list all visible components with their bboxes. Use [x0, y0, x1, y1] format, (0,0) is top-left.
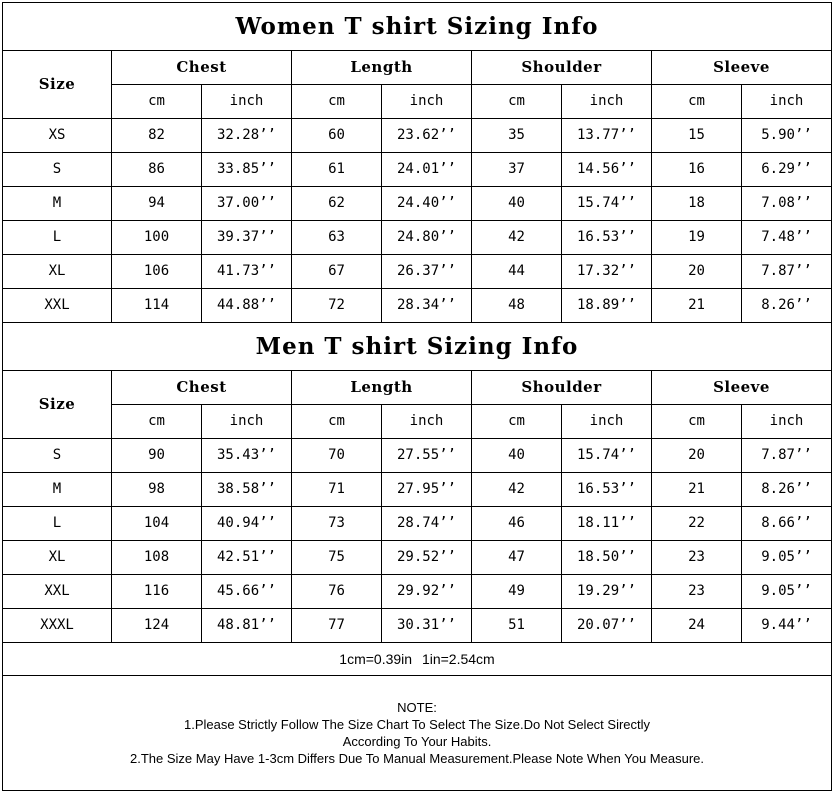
women-size-label: L [3, 221, 112, 255]
note-heading: NOTE: [397, 700, 437, 715]
men-size-label: XXL [3, 575, 112, 609]
men-measurement-cell: 27.95’’ [382, 473, 472, 507]
men-measurement-cell: 48.81’’ [202, 609, 292, 643]
men-measurement-cell: 7.87’’ [742, 439, 832, 473]
men-measurement-cell: 16.53’’ [562, 473, 652, 507]
women-unit-header: inch [202, 85, 292, 119]
men-size-label: XXXL [3, 609, 112, 643]
men-measurement-cell: 29.52’’ [382, 541, 472, 575]
men-measurement-cell: 18.11’’ [562, 507, 652, 541]
men-measurement-cell: 40.94’’ [202, 507, 292, 541]
women-measurement-cell: 33.85’’ [202, 153, 292, 187]
men-size-row [3, 541, 832, 575]
men-group-header-chest: Chest [112, 371, 292, 405]
women-section-title: Women T shirt Sizing Info [3, 3, 832, 51]
men-measurement-cell: 29.92’’ [382, 575, 472, 609]
men-size-label: S [3, 439, 112, 473]
women-size-row [3, 255, 832, 289]
women-unit-header: inch [742, 85, 832, 119]
women-measurement-cell: 44.88’’ [202, 289, 292, 323]
men-measurement-cell: 21 [652, 473, 742, 507]
men-measurement-cell: 38.58’’ [202, 473, 292, 507]
men-group-header-sleeve: Sleeve [652, 371, 832, 405]
note-line-2: 2.The Size May Have 1-3cm Differs Due To Manual Measurement.Please Note When You Measure. [130, 751, 704, 766]
men-size-row [3, 473, 832, 507]
men-measurement-cell: 75 [292, 541, 382, 575]
unit-conversion-text: 1cm=0.39in 1in=2.54cm [3, 643, 832, 676]
men-measurement-cell: 20 [652, 439, 742, 473]
women-measurement-cell: 18 [652, 187, 742, 221]
men-group-header-length: Length [292, 371, 472, 405]
men-measurement-cell: 104 [112, 507, 202, 541]
women-measurement-cell: 19 [652, 221, 742, 255]
women-measurement-cell: 24.80’’ [382, 221, 472, 255]
men-measurement-cell: 42 [472, 473, 562, 507]
women-measurement-cell: 67 [292, 255, 382, 289]
size-chart-body [3, 3, 832, 791]
size-chart-table [2, 2, 832, 791]
women-group-header-row [3, 51, 832, 85]
men-measurement-cell: 108 [112, 541, 202, 575]
women-measurement-cell: 62 [292, 187, 382, 221]
men-unit-header: cm [652, 405, 742, 439]
women-size-label: XL [3, 255, 112, 289]
men-size-header: Size [3, 371, 112, 439]
women-size-row [3, 153, 832, 187]
men-measurement-cell: 49 [472, 575, 562, 609]
women-size-label: XXL [3, 289, 112, 323]
men-measurement-cell: 23 [652, 541, 742, 575]
note-block [3, 676, 832, 791]
women-measurement-cell: 72 [292, 289, 382, 323]
men-measurement-cell: 20.07’’ [562, 609, 652, 643]
women-measurement-cell: 13.77’’ [562, 119, 652, 153]
women-measurement-cell: 15.74’’ [562, 187, 652, 221]
conversion-row [3, 643, 832, 676]
women-measurement-cell: 24.40’’ [382, 187, 472, 221]
women-unit-header: inch [382, 85, 472, 119]
men-measurement-cell: 71 [292, 473, 382, 507]
men-measurement-cell: 18.50’’ [562, 541, 652, 575]
women-measurement-cell: 7.87’’ [742, 255, 832, 289]
men-unit-header: inch [742, 405, 832, 439]
men-size-label: XL [3, 541, 112, 575]
men-measurement-cell: 9.05’’ [742, 541, 832, 575]
women-measurement-cell: 37 [472, 153, 562, 187]
men-measurement-cell: 42.51’’ [202, 541, 292, 575]
men-unit-header: cm [472, 405, 562, 439]
men-measurement-cell: 9.44’’ [742, 609, 832, 643]
women-measurement-cell: 17.32’’ [562, 255, 652, 289]
men-measurement-cell: 46 [472, 507, 562, 541]
women-measurement-cell: 114 [112, 289, 202, 323]
women-measurement-cell: 8.26’’ [742, 289, 832, 323]
men-measurement-cell: 47 [472, 541, 562, 575]
men-unit-header: inch [382, 405, 472, 439]
women-measurement-cell: 41.73’’ [202, 255, 292, 289]
women-measurement-cell: 20 [652, 255, 742, 289]
men-unit-header: cm [112, 405, 202, 439]
men-unit-header: inch [202, 405, 292, 439]
women-measurement-cell: 60 [292, 119, 382, 153]
women-measurement-cell: 16 [652, 153, 742, 187]
men-unit-header: cm [292, 405, 382, 439]
women-measurement-cell: 7.48’’ [742, 221, 832, 255]
women-size-label: M [3, 187, 112, 221]
men-section-title: Men T shirt Sizing Info [3, 323, 832, 371]
women-size-row [3, 119, 832, 153]
women-measurement-cell: 37.00’’ [202, 187, 292, 221]
women-unit-row [3, 85, 832, 119]
women-group-header-chest: Chest [112, 51, 292, 85]
women-measurement-cell: 44 [472, 255, 562, 289]
women-measurement-cell: 106 [112, 255, 202, 289]
men-measurement-cell: 90 [112, 439, 202, 473]
women-measurement-cell: 21 [652, 289, 742, 323]
men-measurement-cell: 8.66’’ [742, 507, 832, 541]
women-measurement-cell: 100 [112, 221, 202, 255]
women-measurement-cell: 35 [472, 119, 562, 153]
men-measurement-cell: 28.74’’ [382, 507, 472, 541]
men-measurement-cell: 73 [292, 507, 382, 541]
men-size-label: M [3, 473, 112, 507]
women-measurement-cell: 5.90’’ [742, 119, 832, 153]
women-measurement-cell: 26.37’’ [382, 255, 472, 289]
men-size-row [3, 439, 832, 473]
men-measurement-cell: 116 [112, 575, 202, 609]
note-row [3, 676, 832, 791]
women-measurement-cell: 42 [472, 221, 562, 255]
men-size-row [3, 575, 832, 609]
women-measurement-cell: 48 [472, 289, 562, 323]
men-measurement-cell: 30.31’’ [382, 609, 472, 643]
women-measurement-cell: 16.53’’ [562, 221, 652, 255]
women-unit-header: cm [652, 85, 742, 119]
men-title-row [3, 323, 832, 371]
women-measurement-cell: 7.08’’ [742, 187, 832, 221]
women-group-header-length: Length [292, 51, 472, 85]
men-measurement-cell: 98 [112, 473, 202, 507]
men-measurement-cell: 124 [112, 609, 202, 643]
women-group-header-shoulder: Shoulder [472, 51, 652, 85]
men-measurement-cell: 77 [292, 609, 382, 643]
men-size-label: L [3, 507, 112, 541]
men-measurement-cell: 23 [652, 575, 742, 609]
men-measurement-cell: 35.43’’ [202, 439, 292, 473]
women-size-row [3, 187, 832, 221]
men-size-row [3, 609, 832, 643]
men-size-row [3, 507, 832, 541]
note-line-1-continued: According To Your Habits. [342, 734, 492, 749]
men-measurement-cell: 70 [292, 439, 382, 473]
women-group-header-sleeve: Sleeve [652, 51, 832, 85]
women-unit-header: cm [472, 85, 562, 119]
women-measurement-cell: 39.37’’ [202, 221, 292, 255]
men-measurement-cell: 76 [292, 575, 382, 609]
men-measurement-cell: 24 [652, 609, 742, 643]
women-measurement-cell: 24.01’’ [382, 153, 472, 187]
women-size-row [3, 289, 832, 323]
women-size-label: XS [3, 119, 112, 153]
women-measurement-cell: 18.89’’ [562, 289, 652, 323]
women-measurement-cell: 94 [112, 187, 202, 221]
men-group-header-row [3, 371, 832, 405]
women-measurement-cell: 32.28’’ [202, 119, 292, 153]
women-size-row [3, 221, 832, 255]
women-measurement-cell: 82 [112, 119, 202, 153]
women-unit-header: cm [112, 85, 202, 119]
women-title-row [3, 3, 832, 51]
men-measurement-cell: 45.66’’ [202, 575, 292, 609]
men-unit-row [3, 405, 832, 439]
men-measurement-cell: 15.74’’ [562, 439, 652, 473]
men-measurement-cell: 19.29’’ [562, 575, 652, 609]
men-measurement-cell: 27.55’’ [382, 439, 472, 473]
women-measurement-cell: 61 [292, 153, 382, 187]
women-measurement-cell: 14.56’’ [562, 153, 652, 187]
women-measurement-cell: 28.34’’ [382, 289, 472, 323]
women-measurement-cell: 15 [652, 119, 742, 153]
women-measurement-cell: 6.29’’ [742, 153, 832, 187]
women-measurement-cell: 86 [112, 153, 202, 187]
women-measurement-cell: 23.62’’ [382, 119, 472, 153]
women-measurement-cell: 63 [292, 221, 382, 255]
men-measurement-cell: 51 [472, 609, 562, 643]
men-measurement-cell: 8.26’’ [742, 473, 832, 507]
men-measurement-cell: 9.05’’ [742, 575, 832, 609]
men-measurement-cell: 40 [472, 439, 562, 473]
note-line-1: 1.Please Strictly Follow The Size Chart To Select The Size.Do Not Select Sirectly [183, 717, 651, 732]
men-unit-header: inch [562, 405, 652, 439]
women-size-header: Size [3, 51, 112, 119]
men-group-header-shoulder: Shoulder [472, 371, 652, 405]
women-unit-header: cm [292, 85, 382, 119]
women-measurement-cell: 40 [472, 187, 562, 221]
women-unit-header: inch [562, 85, 652, 119]
men-measurement-cell: 22 [652, 507, 742, 541]
women-size-label: S [3, 153, 112, 187]
